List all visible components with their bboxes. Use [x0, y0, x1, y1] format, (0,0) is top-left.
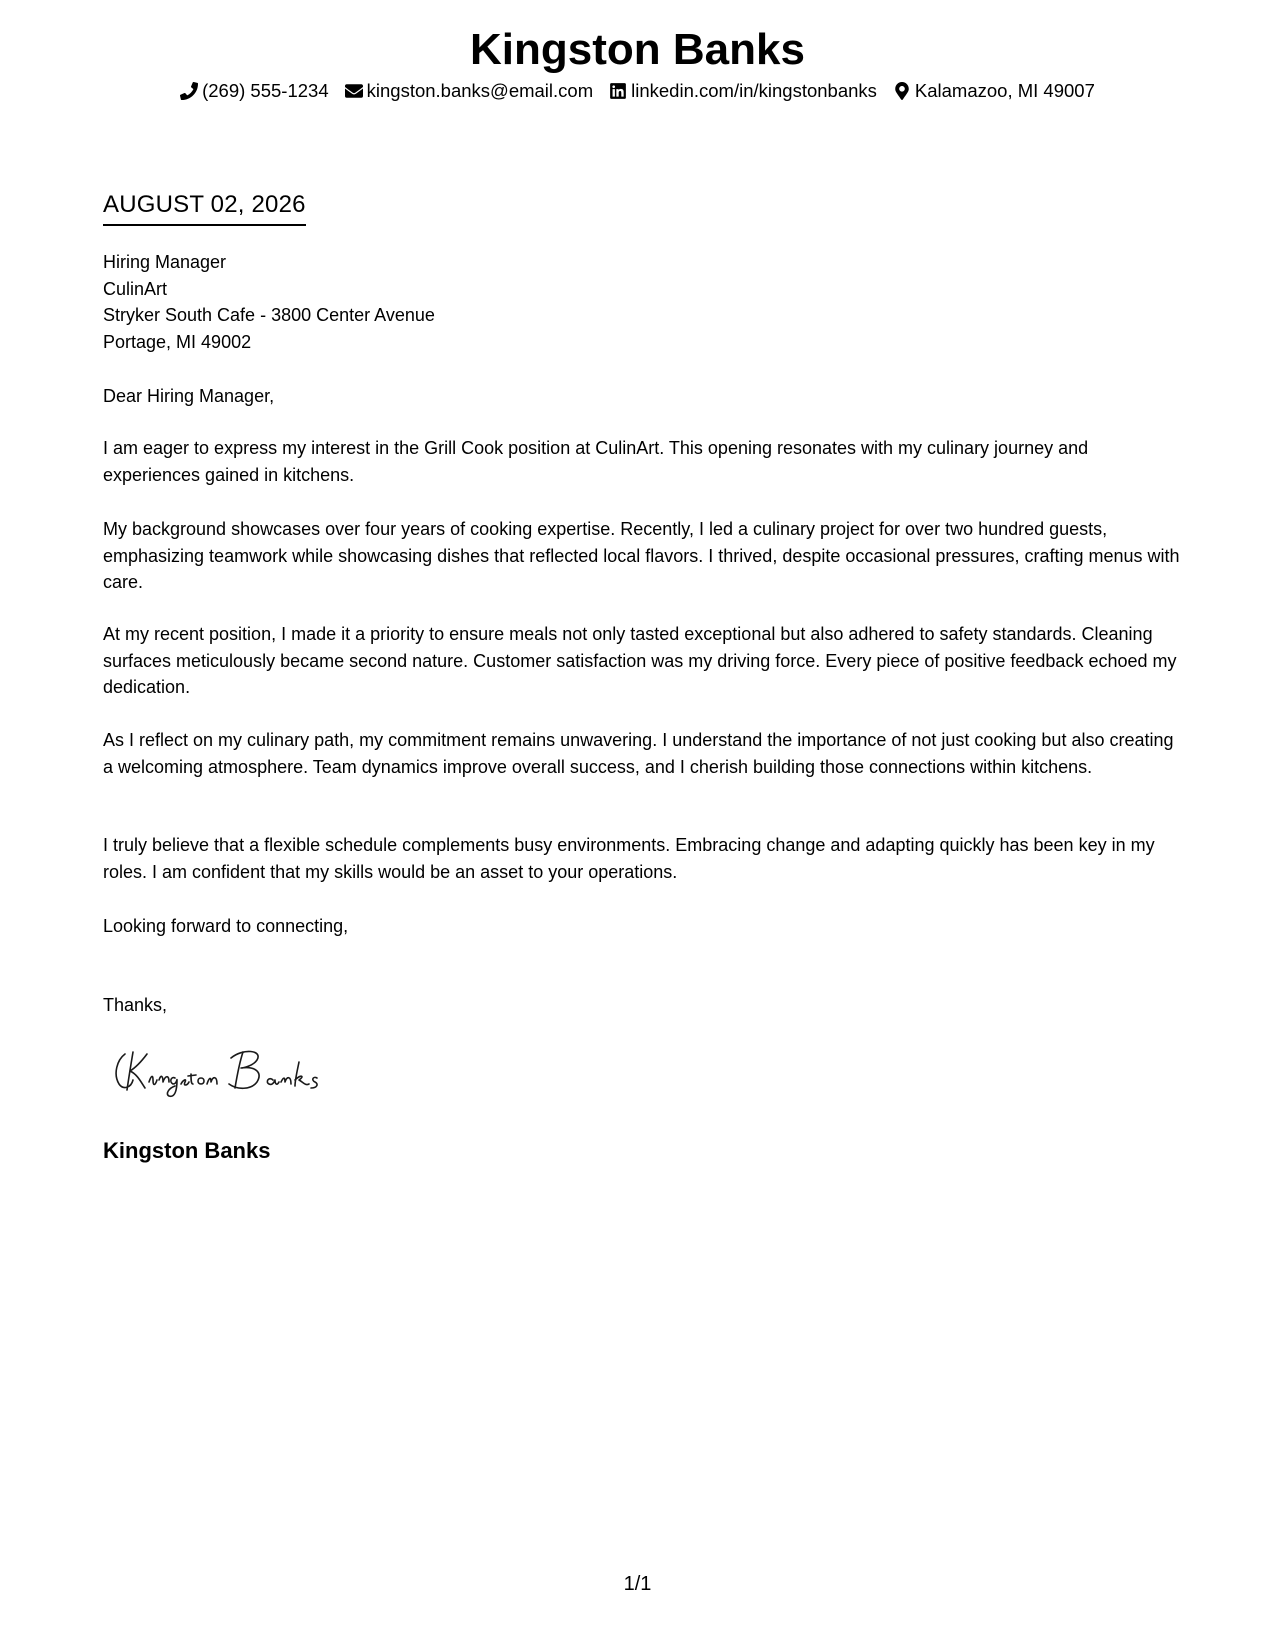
body-paragraph: My background showcases over four years of cooking expertise. Recently, I led a culinary project for over two hundred guests, emphasizing teamwork while showcasing dishes that reflected local flavors. I thrived, despite occasional pressures, crafting menus with care.: [103, 519, 1180, 592]
envelope-icon: [345, 82, 367, 100]
body-paragraph: As I reflect on my culinary path, my commitment remains unwavering. I understand the importance of not just cooking but also creating a welcoming atmosphere. Team dynamics improve overall success, and I cherish building those connections within kitchens.: [103, 730, 1174, 777]
contact-email[interactable]: [345, 78, 594, 104]
map-pin-icon: [893, 82, 915, 100]
linkedin-icon: [609, 82, 631, 100]
phone-icon: [180, 82, 202, 100]
phone-number: (269) 555-1234: [202, 80, 329, 101]
page-indicator: 1/1: [623, 1573, 652, 1595]
recipient-address-line: Stryker South Cafe - 3800 Center Avenue: [103, 305, 435, 325]
salutation: Dear Hiring Manager,: [103, 386, 275, 406]
signature-label: Kingston Banks: [103, 1040, 110, 1041]
recipient-company: CulinArt: [103, 278, 168, 299]
recipient-block: [103, 249, 1183, 355]
body-paragraph: I truly believe that a flexible schedule complements busy environments. Embracing change and adapting quickly has been key in my roles. I am confident that my skills would be an asset to your operations.: [103, 835, 1155, 882]
signoff: Thanks,: [103, 995, 168, 1015]
applicant-name-heading: Kingston Banks: [470, 25, 805, 74]
closing-line: Looking forward to connecting,: [103, 916, 349, 936]
linkedin-url[interactable]: linkedin.com/in/kingstonbanks: [631, 80, 877, 101]
location-text: Kalamazoo, MI 49007: [914, 80, 1095, 101]
contact-phone: [180, 78, 329, 104]
signed-name: Kingston Banks: [103, 1138, 271, 1163]
letter-date: AUGUST 02, 2026: [103, 188, 306, 226]
body-paragraph: At my recent position, I made it a priority to ensure meals not only tasted exceptional but also adhered to safety standards. Cleaning surfaces meticulously became second nature. Customer satisfaction was my driving force. Every piece of positive feedback echoed my dedication.: [103, 624, 1177, 697]
body-paragraph: I am eager to express my interest in the Grill Cook position at CulinArt. This opening resonates with my culinary journey and experiences gained in kitchens.: [103, 438, 1089, 485]
recipient-title: Hiring Manager: [103, 252, 227, 272]
recipient-city-line: Portage, MI 49002: [103, 331, 252, 352]
email-address[interactable]: kingston.banks@email.com: [366, 80, 594, 101]
contact-linkedin[interactable]: [609, 78, 877, 104]
contact-bar: [0, 78, 1275, 104]
handwritten-signature: [103, 1040, 363, 1102]
contact-location: [893, 78, 1095, 104]
